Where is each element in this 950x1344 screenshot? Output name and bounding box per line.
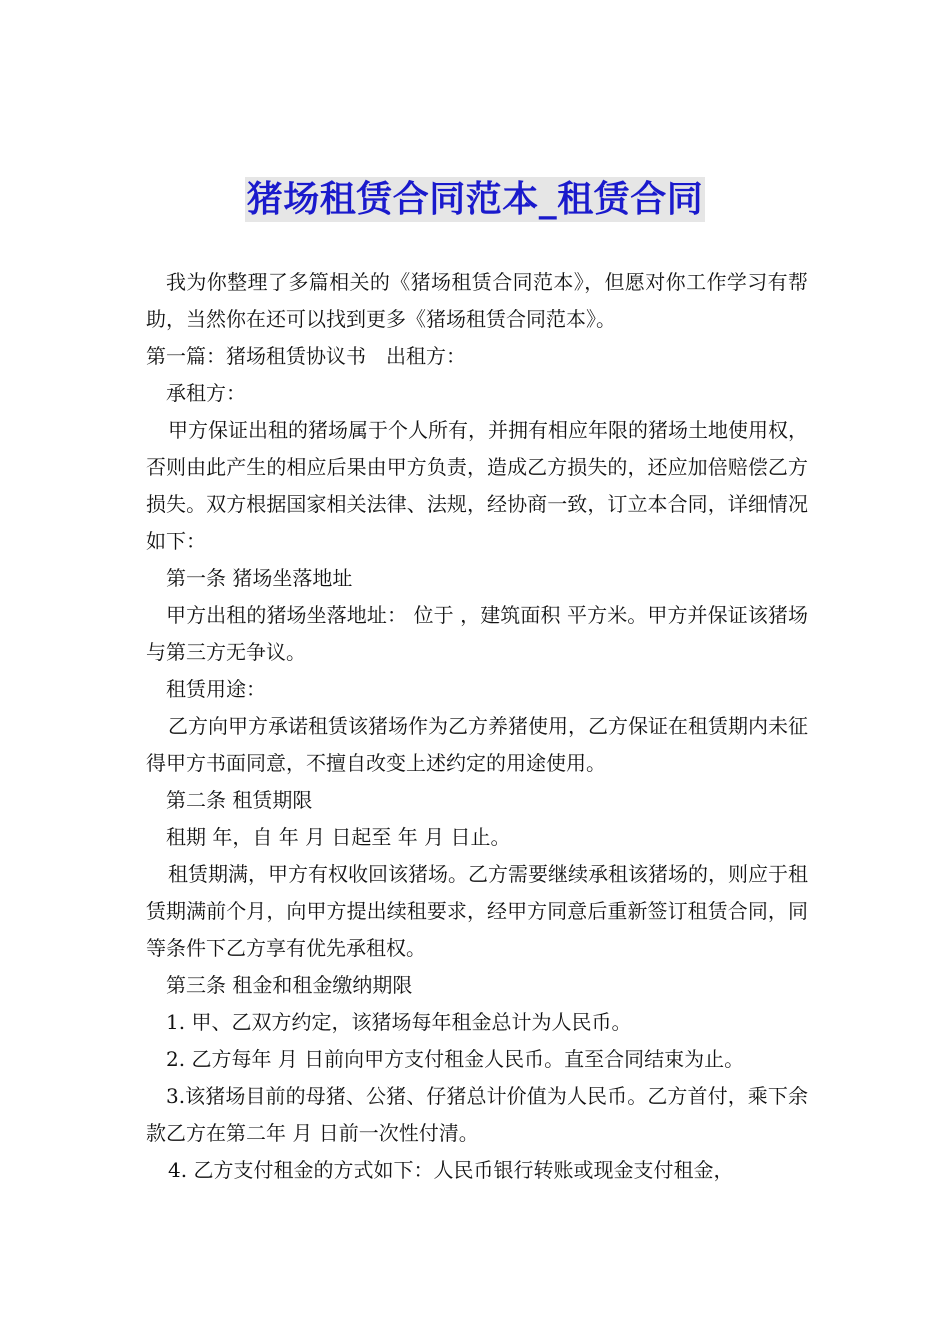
document-title xyxy=(0,172,950,228)
paragraph-renewal: 租赁期满，甲方有权收回该猪场。乙方需要继续承租该猪场的，则应于租赁期满前个月，向甲方提出续租要求，经甲方同意后重新签订租赁合同，同等条件下乙方享有优先承租权。 xyxy=(146,862,808,960)
paragraph-usage: 乙方向甲方承诺租赁该猪场作为乙方养猪使用，乙方保证在租赁期内未征得甲方书面同意，不擅自改变上述约定的用途使用。 xyxy=(146,714,808,775)
document-body xyxy=(146,264,808,1189)
paragraph-usage-heading: 租赁用途： xyxy=(166,677,266,701)
paragraph-article-1-heading: 第一条 猪场坐落地址 xyxy=(166,566,353,590)
paragraph-rent-2: 2. 乙方每年 月 日前向甲方支付租金人民币。直至合同结束为止。 xyxy=(166,1047,745,1071)
paragraph-article-2-heading: 第二条 租赁期限 xyxy=(166,788,313,812)
paragraph-rent-4: 4. 乙方支付租金的方式如下：人民币银行转账或现金支付租金， xyxy=(168,1158,734,1182)
paragraph-term: 租期 年，自 年 月 日起至 年 月 日止。 xyxy=(166,825,511,849)
paragraph-lessee: 承租方： xyxy=(166,381,246,405)
paragraph-intro: 我为你整理了多篇相关的《猪场租赁合同范本》，但愿对你工作学习有帮助，当然你在还可以找到更多《猪场租赁合同范本》。 xyxy=(146,270,808,331)
paragraph-rent-1: 1. 甲、乙双方约定，该猪场每年租金总计为人民币。 xyxy=(166,1010,632,1034)
paragraph-rent-3: 3.该猪场目前的母猪、公猪、仔猪总计价值为人民币。乙方首付，乘下余款乙方在第二年 月 日前一次性付清。 xyxy=(146,1084,808,1145)
paragraph-chapter-heading: 第一篇：猪场租赁协议书 出租方： xyxy=(146,344,466,368)
paragraph-article-3-heading: 第三条 租金和租金缴纳期限 xyxy=(166,973,413,997)
paragraph-address: 甲方出租的猪场坐落地址： 位于 ，建筑面积 平方米。甲方并保证该猪场与第三方无争议。 xyxy=(146,603,808,664)
document-title-text: 猪场租赁合同范本_租赁合同 xyxy=(246,179,704,220)
paragraph-guarantee: 甲方保证出租的猪场属于个人所有，并拥有相应年限的猪场土地使用权，否则由此产生的相应后果由甲方负责，造成乙方损失的，还应加倍赔偿乙方损失。双方根据国家相关法律、法规，经协商一致，订立本合同，详细情况如下： xyxy=(146,418,808,553)
